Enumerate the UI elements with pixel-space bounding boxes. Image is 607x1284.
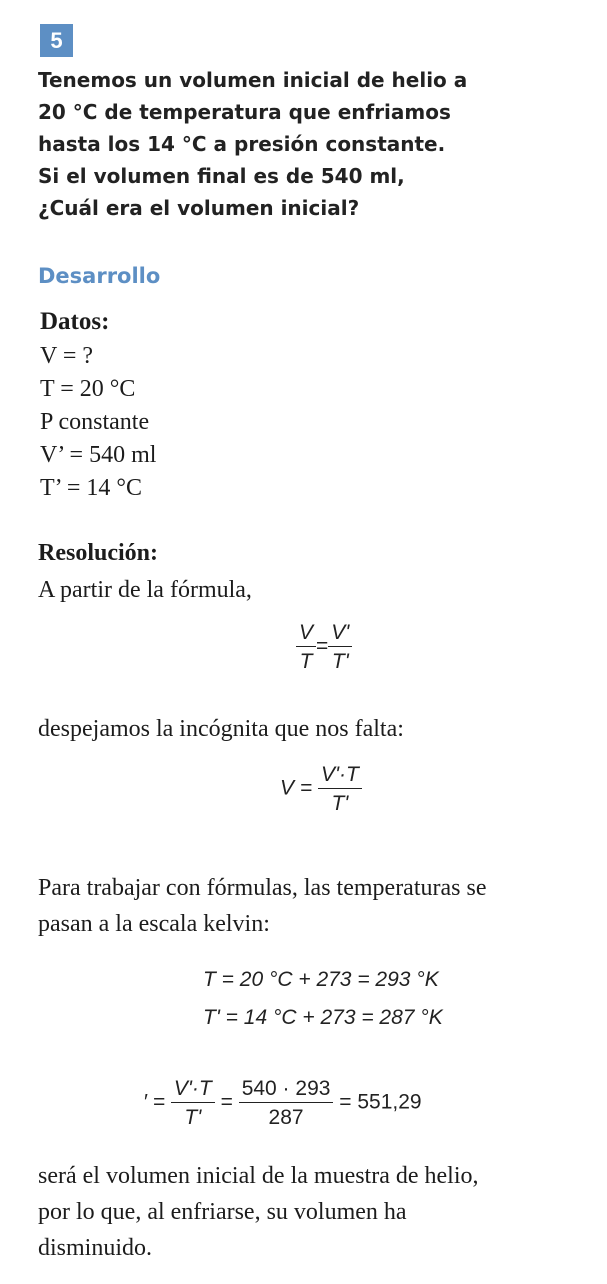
fraction-vp-over-tp	[328, 620, 352, 674]
denominator: 287	[268, 1106, 304, 1129]
resolucion-title: Resolución:	[38, 540, 158, 566]
numerator: V'·T	[171, 1076, 215, 1103]
dato-item: P constante	[40, 409, 150, 435]
question-line: 20 °C de temperatura que enfriamos	[38, 100, 451, 124]
conclusion-text	[38, 1158, 598, 1266]
question-line: hasta los 14 °C a presión constante.	[38, 132, 446, 156]
numerator: V'	[328, 620, 352, 647]
denominator: T	[299, 650, 313, 673]
dato-item: T’ = 14 °C	[40, 475, 143, 501]
fraction-vpt-over-tp	[318, 762, 362, 816]
question-line: ¿Cuál era el volumen inicial?	[38, 196, 360, 220]
dato-item: V’ = 540 ml	[40, 442, 157, 468]
fraction-numeric	[239, 1076, 334, 1130]
question-line: Tenemos un volumen inicial de helio a	[38, 68, 468, 92]
datos-list	[40, 340, 156, 505]
lhs: ′ =	[143, 1090, 166, 1114]
numerator: V'·T	[318, 762, 362, 789]
dato-item: V = ?	[40, 343, 94, 369]
numerator: V	[296, 620, 316, 647]
equals-sign: =	[220, 1090, 233, 1114]
section-heading-desarrollo: Desarrollo	[38, 264, 161, 288]
lhs: V =	[280, 776, 313, 800]
kelvin-equation-tp: T' = 14 °C + 273 = 287 °K	[203, 1006, 443, 1029]
conclusion-line: disminuido.	[38, 1235, 153, 1261]
despejamos-line: despejamos la incógnita que nos falta:	[38, 716, 404, 742]
intro-text	[38, 572, 598, 608]
denominator: T'	[331, 650, 349, 673]
dato-item: T = 20 °C	[40, 376, 136, 402]
final-calculation	[143, 1076, 422, 1130]
equals-sign: =	[316, 634, 329, 658]
conclusion-line: por lo que, al enfriarse, su volumen ha	[38, 1199, 407, 1225]
denominator: T'	[331, 792, 349, 815]
exercise-number-badge: 5	[40, 24, 73, 57]
kelvin-text	[38, 870, 598, 942]
result: = 551,29	[339, 1090, 422, 1114]
denominator: T'	[184, 1106, 202, 1129]
formula-solved-v	[280, 762, 362, 816]
formula-proportion	[296, 620, 352, 674]
despejamos-text	[38, 711, 598, 747]
conclusion-line: será el volumen inicial de la muestra de helio,	[38, 1163, 479, 1189]
question-text	[38, 64, 583, 224]
fraction-vpt-over-tp	[171, 1076, 215, 1130]
fraction-v-over-t	[296, 620, 316, 674]
kelvin-line: pasan a la escala kelvin:	[38, 911, 270, 937]
datos-title: Datos:	[40, 308, 110, 335]
kelvin-line: Para trabajar con fórmulas, las temperaturas se	[38, 875, 487, 901]
numerator: 540 · 293	[239, 1076, 334, 1103]
question-line: Si el volumen final es de 540 ml,	[38, 164, 405, 188]
intro-line: A partir de la fórmula,	[38, 577, 252, 603]
kelvin-equation-t: T = 20 °C + 273 = 293 °K	[203, 968, 439, 991]
